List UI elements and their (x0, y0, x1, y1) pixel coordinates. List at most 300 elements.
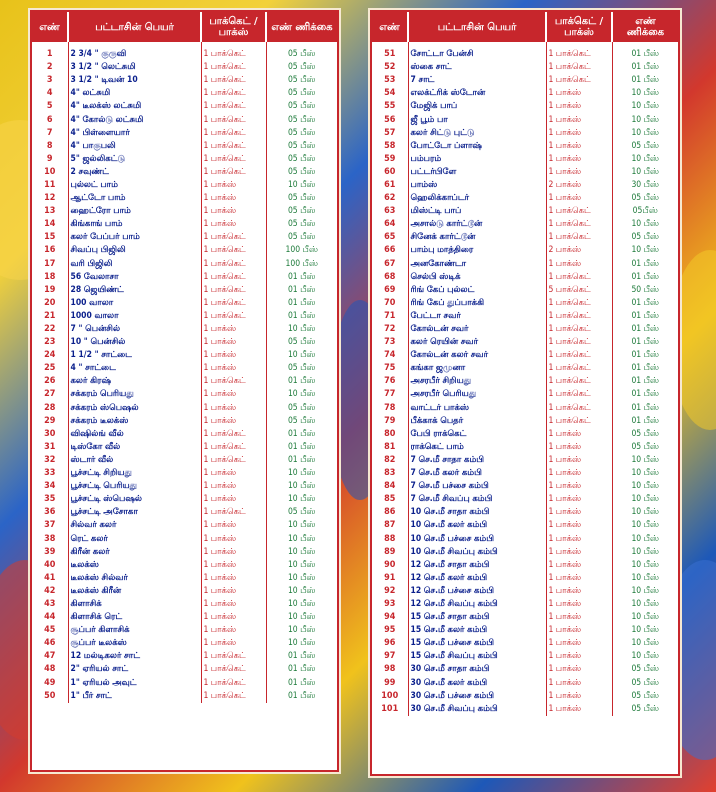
item-pack: 1 பாக்கெட் (546, 271, 612, 284)
item-quantity: 10 பீஸ் (631, 507, 660, 518)
item-quantity: 10 பீஸ் (631, 153, 660, 164)
item-quantity: 01 பீஸ் (631, 389, 660, 400)
table-row (372, 349, 678, 362)
table-row (32, 87, 337, 100)
item-number: 11 (32, 179, 68, 192)
item-number: 49 (32, 677, 68, 690)
item-name: பாம்ஸ் (408, 179, 546, 192)
item-pack: 1 பாக்கெட் (201, 42, 266, 61)
item-pack: 1 பாக்ஸ் (546, 611, 612, 624)
item-quantity: 01 பீஸ் (631, 75, 660, 86)
table-row (32, 192, 337, 205)
item-number: 50 (32, 690, 68, 703)
header-name: பட்டாசின் பெயர் (408, 12, 546, 42)
item-name: கோல்டன் சவர் (408, 323, 546, 336)
item-pack: 1 பாக்கெட் (546, 323, 612, 336)
item-name: 30 செ.மீ பச்சை கம்பி (408, 690, 546, 703)
table-row (372, 61, 678, 74)
item-quantity: 01 பீஸ் (287, 428, 316, 439)
table-row (32, 611, 337, 624)
item-pack: 1 பாக்கெட் (546, 349, 612, 362)
item-number: 54 (372, 87, 408, 100)
item-number: 64 (372, 218, 408, 231)
item-number: 41 (32, 572, 68, 585)
item-number: 84 (372, 480, 408, 493)
item-number: 73 (372, 336, 408, 349)
table-row (372, 559, 678, 572)
item-number: 30 (32, 428, 68, 441)
table-row (372, 454, 678, 467)
item-name: வாட்டர் பாக்ஸ் (408, 402, 546, 415)
item-quantity: 01 பீஸ் (631, 350, 660, 361)
item-number: 1 (32, 42, 68, 61)
item-quantity: 30 பீஸ் (631, 179, 660, 190)
item-pack: 1 பாக்ஸ் (201, 218, 266, 231)
item-name: 12 செ.மீ கலர் கம்பி (408, 572, 546, 585)
item-quantity: 10 பீஸ் (287, 468, 316, 479)
item-quantity: 10 பீஸ் (287, 638, 316, 649)
item-number: 88 (372, 532, 408, 545)
item-pack: 1 பாக்ஸ் (546, 166, 612, 179)
table-row (372, 519, 678, 532)
table-row (32, 690, 337, 703)
item-name: 1" ஏரியல் அவுட் (68, 677, 201, 690)
item-number: 37 (32, 519, 68, 532)
item-pack: 1 பாக்ஸ் (546, 546, 612, 559)
item-name: பீக்காக் பெதர் (408, 415, 546, 428)
item-name: ரிங் கேப் துப்பாக்கி (408, 297, 546, 310)
item-pack: 1 பாக்ஸ் (201, 336, 266, 349)
item-quantity: 10 பீஸ் (631, 219, 660, 230)
item-number: 40 (32, 559, 68, 572)
item-name: கலர் ரெயின் சவர் (408, 336, 546, 349)
item-pack: 1 பாக்கெட் (201, 74, 266, 87)
item-number: 3 (32, 74, 68, 87)
table-row (32, 546, 337, 559)
item-name: போட்டோ ப்ளாஷ் (408, 140, 546, 153)
item-number: 31 (32, 441, 68, 454)
header-pack: பாக்கெட் / பாக்ஸ் (546, 12, 612, 42)
item-name: ஹைட்ரோ பாம் (68, 205, 201, 218)
item-name: 100 வாலா (68, 297, 201, 310)
table-row (372, 690, 678, 703)
item-number: 97 (372, 650, 408, 663)
item-number: 62 (372, 192, 408, 205)
item-quantity: 05 பீஸ் (287, 49, 316, 60)
table-row (372, 153, 678, 166)
item-quantity: 05 பீஸ் (287, 153, 316, 164)
item-number: 82 (372, 454, 408, 467)
item-pack: 1 பாக்ஸ் (201, 532, 266, 545)
table-row (32, 415, 337, 428)
item-name: சக்கரம் பெரியது (68, 388, 201, 401)
item-quantity: 10 பீஸ் (287, 598, 316, 609)
item-quantity: 01 பீஸ் (287, 454, 316, 465)
table-row (372, 480, 678, 493)
table-row (372, 140, 678, 153)
item-pack: 1 பாக்ஸ் (546, 532, 612, 545)
item-quantity: 10 பீஸ் (631, 454, 660, 465)
item-name: அசரபீர் பெரியது (408, 388, 546, 401)
item-quantity: 05 பீஸ் (287, 402, 316, 413)
item-name: ரிங் கேப் புல்லட் (408, 284, 546, 297)
item-name: சக்கரம் ஸ்பெஷல் (68, 402, 201, 415)
item-pack: 1 பாக்கெட் (546, 375, 612, 388)
item-pack: 1 பாக்கெட் (201, 297, 266, 310)
table-header-row (32, 12, 337, 42)
item-quantity: 05 பீஸ் (287, 415, 316, 426)
table-row (372, 284, 678, 297)
item-quantity: 10 பீஸ் (631, 638, 660, 649)
item-name: 2 3/4 " குருவி (68, 42, 201, 61)
item-pack: 1 பாக்ஸ் (201, 480, 266, 493)
item-pack: 1 பாக்ஸ் (546, 140, 612, 153)
item-number: 56 (372, 113, 408, 126)
table-row (372, 218, 678, 231)
item-pack: 1 பாக்கெட் (546, 218, 612, 231)
item-name: மிஸ்ட்டி பாப் (408, 205, 546, 218)
table-row (372, 585, 678, 598)
table-row (372, 271, 678, 284)
item-pack: 1 பாக்ஸ் (201, 572, 266, 585)
item-quantity: 100 பீஸ் (285, 245, 318, 256)
item-pack: 1 பாக்கெட் (546, 362, 612, 375)
item-number: 80 (372, 428, 408, 441)
item-number: 34 (32, 480, 68, 493)
table-row (372, 336, 678, 349)
item-number: 33 (32, 467, 68, 480)
item-name: டீலக்ஸ் சில்வர் (68, 572, 201, 585)
table-row (372, 87, 678, 100)
item-quantity: 01 பீஸ் (631, 271, 660, 282)
item-quantity: 10 பீஸ் (287, 179, 316, 190)
item-number: 79 (372, 415, 408, 428)
item-quantity: 05 பீஸ் (631, 140, 660, 151)
item-quantity: 05 பீஸ் (287, 219, 316, 230)
item-number: 85 (372, 493, 408, 506)
item-number: 52 (372, 61, 408, 74)
item-number: 57 (372, 127, 408, 140)
item-number: 76 (372, 375, 408, 388)
table-row (372, 179, 678, 192)
item-pack: 1 பாக்ஸ் (546, 113, 612, 126)
item-quantity: 05 பீஸ் (287, 140, 316, 151)
item-name: 7 செ.மீ சாதா கம்பி (408, 454, 546, 467)
item-quantity: 10 பீஸ் (631, 598, 660, 609)
item-pack: 1 பாக்கெட் (201, 166, 266, 179)
item-name: 3 1/2 " லெட்சுமி (68, 61, 201, 74)
table-row (372, 375, 678, 388)
item-quantity: 10 பீஸ் (287, 389, 316, 400)
item-quantity: 01 பீஸ் (631, 337, 660, 348)
item-pack: 1 பாக்ஸ் (201, 611, 266, 624)
table-row (372, 506, 678, 519)
item-pack: 1 பாக்ஸ் (546, 467, 612, 480)
table-row (372, 113, 678, 126)
item-quantity: 10 பீஸ் (287, 350, 316, 361)
item-pack: 1 பாக்ஸ் (201, 637, 266, 650)
item-pack: 1 பாக்கெட் (546, 205, 612, 218)
item-quantity: 01 பீஸ் (631, 363, 660, 374)
item-pack: 1 பாக்ஸ் (546, 454, 612, 467)
item-name: பட்டர்பிளே (408, 166, 546, 179)
item-pack: 1 பாக்கெட் (546, 42, 612, 61)
item-pack: 1 பாக்ஸ் (201, 546, 266, 559)
item-name: சிவப்பு பிஜிலி (68, 244, 201, 257)
item-quantity: 50 பீஸ் (631, 284, 660, 295)
item-quantity: 01 பீஸ் (631, 376, 660, 387)
item-number: 92 (372, 585, 408, 598)
table-row (32, 100, 337, 113)
table-row (372, 611, 678, 624)
item-pack: 1 பாக்ஸ் (201, 598, 266, 611)
item-number: 96 (372, 637, 408, 650)
item-number: 71 (372, 310, 408, 323)
item-quantity: 05 பீஸ் (287, 507, 316, 518)
item-pack: 1 பாக்ஸ் (546, 624, 612, 637)
item-name: சில்வர் கலர் (68, 519, 201, 532)
item-pack: 1 பாக்கெட் (201, 663, 266, 676)
item-quantity: 10 பீஸ் (287, 324, 316, 335)
item-quantity: 01 பீஸ் (287, 310, 316, 321)
item-number: 77 (372, 388, 408, 401)
item-name: 7 செ.மீ கலர் கம்பி (408, 467, 546, 480)
item-pack: 1 பாக்ஸ் (201, 559, 266, 572)
item-quantity: 01 பீஸ் (631, 49, 660, 60)
item-pack: 1 பாக்கெட் (201, 87, 266, 100)
item-quantity: 01 பீஸ் (631, 258, 660, 269)
table-row (32, 650, 337, 663)
item-number: 38 (32, 532, 68, 545)
table-body-left (32, 42, 337, 703)
item-name: கிளாசிக் ரெட் (68, 611, 201, 624)
table-row (372, 166, 678, 179)
item-quantity: 01 பீஸ் (631, 297, 660, 308)
table-row (372, 310, 678, 323)
item-name: 4" பிள்ளையார் (68, 127, 201, 140)
header-pack: பாக்கெட் / பாக்ஸ் (201, 12, 266, 42)
table-row (372, 362, 678, 375)
item-pack: 1 பாக்கெட் (201, 61, 266, 74)
item-number: 81 (372, 441, 408, 454)
item-quantity: 10 பீஸ் (631, 481, 660, 492)
header-number: எண் (372, 12, 408, 42)
item-name: பூச்சட்டி பெரியது (68, 480, 201, 493)
item-pack: 1 பாக்கெட் (546, 310, 612, 323)
table-row (32, 153, 337, 166)
item-quantity: 10 பீஸ் (287, 494, 316, 505)
item-number: 27 (32, 388, 68, 401)
item-number: 91 (372, 572, 408, 585)
table-row (32, 375, 337, 388)
item-pack: 1 பாக்கெட் (201, 677, 266, 690)
item-name: 10 செ.மீ பச்சை கம்பி (408, 532, 546, 545)
item-pack: 1 பாக்ஸ் (201, 519, 266, 532)
table-row (372, 192, 678, 205)
item-pack: 1 பாக்ஸ் (546, 506, 612, 519)
table-row (32, 519, 337, 532)
table-row (32, 297, 337, 310)
item-quantity: 05 பீஸ் (631, 664, 660, 675)
item-name: பாம்பு மாத்திரை (408, 244, 546, 257)
item-quantity: 10 பீஸ் (287, 533, 316, 544)
item-name: டீலக்ஸ் கிரீன் (68, 585, 201, 598)
item-pack: 1 பாக்ஸ் (546, 585, 612, 598)
item-number: 20 (32, 297, 68, 310)
item-name: 4" பாகுபலி (68, 140, 201, 153)
item-pack: 1 பாக்கெட் (201, 284, 266, 297)
item-number: 86 (372, 506, 408, 519)
item-number: 9 (32, 153, 68, 166)
item-name: 4 " சாட்டை (68, 362, 201, 375)
item-quantity: 10 பீஸ் (631, 651, 660, 662)
item-name: சூப்பர் டீலக்ஸ் (68, 637, 201, 650)
item-quantity: 05 பீஸ் (287, 166, 316, 177)
table-header-row (372, 12, 678, 42)
item-quantity: 01 பீஸ் (287, 271, 316, 282)
table-row (372, 100, 678, 113)
table-row (372, 546, 678, 559)
item-pack: 1 பாக்கெட் (201, 100, 266, 113)
item-pack: 1 பாக்ஸ் (201, 585, 266, 598)
item-number: 22 (32, 323, 68, 336)
item-number: 67 (372, 258, 408, 271)
item-pack: 1 பாக்ஸ் (201, 493, 266, 506)
item-pack: 2 பாக்ஸ் (546, 244, 612, 257)
item-pack: 1 பாக்கெட் (201, 441, 266, 454)
item-quantity: 05 பீஸ் (287, 114, 316, 125)
table-row (32, 310, 337, 323)
item-quantity: 10 பீஸ் (287, 520, 316, 531)
item-name: வரி பிஜிலி (68, 258, 201, 271)
item-name: ரெட் கலர் (68, 532, 201, 545)
item-quantity: 05 பீஸ் (287, 75, 316, 86)
table-row (32, 42, 337, 61)
item-quantity: 10 பீஸ் (631, 494, 660, 505)
item-name: டிஸ்கோ வீல் (68, 441, 201, 454)
table-row (372, 572, 678, 585)
item-name: கங்கா ஜமுனா (408, 362, 546, 375)
item-number: 4 (32, 87, 68, 100)
table-row (32, 493, 337, 506)
item-name: 4" டீலக்ஸ் லட்சுமி (68, 100, 201, 113)
item-name: 30 செ.மீ சாதா கம்பி (408, 663, 546, 676)
item-pack: 1 பாக்ஸ் (546, 650, 612, 663)
item-quantity: 05 பீஸ் (631, 690, 660, 701)
item-pack: 1 பாக்கெட் (546, 61, 612, 74)
item-number: 43 (32, 598, 68, 611)
table-row (32, 624, 337, 637)
item-name: புல்லட் பாம் (68, 179, 201, 192)
table-row (32, 637, 337, 650)
item-name: 56 வேலாசா (68, 271, 201, 284)
item-number: 10 (32, 166, 68, 179)
table-row (372, 205, 678, 218)
item-quantity: 05 பீஸ் (287, 127, 316, 138)
item-number: 99 (372, 677, 408, 690)
table-row (372, 323, 678, 336)
table-row (372, 428, 678, 441)
item-quantity: 10 பீஸ் (287, 481, 316, 492)
item-name: பேபி ராக்கெட் (408, 428, 546, 441)
table-row (372, 677, 678, 690)
table-row (372, 467, 678, 480)
item-quantity: 10 பீஸ் (287, 625, 316, 636)
item-number: 39 (32, 546, 68, 559)
item-pack: 1 பாக்கெட் (546, 402, 612, 415)
item-number: 53 (372, 74, 408, 87)
item-name: 7 சாட் (408, 74, 546, 87)
item-quantity: 10 பீஸ் (631, 520, 660, 531)
table-row (372, 415, 678, 428)
item-number: 70 (372, 297, 408, 310)
item-number: 19 (32, 284, 68, 297)
item-pack: 1 பாக்ஸ் (546, 703, 612, 716)
item-pack: 1 பாக்கெட் (201, 310, 266, 323)
table-row (32, 480, 337, 493)
item-name: விஷில்ங் வீல் (68, 428, 201, 441)
item-number: 75 (372, 362, 408, 375)
table-row (372, 650, 678, 663)
table-row (32, 454, 337, 467)
item-pack: 1 பாக்ஸ் (546, 153, 612, 166)
item-number: 66 (372, 244, 408, 257)
item-pack: 1 பாக்ஸ் (546, 441, 612, 454)
item-quantity: 10 பீஸ் (631, 585, 660, 596)
table-row (372, 244, 678, 257)
table-row (372, 388, 678, 401)
item-number: 29 (32, 415, 68, 428)
item-number: 93 (372, 598, 408, 611)
item-name: 15 செ.மீ சாதா கம்பி (408, 611, 546, 624)
item-quantity: 01 பீஸ் (287, 677, 316, 688)
table-row (32, 402, 337, 415)
table-row (32, 113, 337, 126)
table-row (372, 663, 678, 676)
item-quantity: 01 பீஸ் (287, 690, 316, 701)
table-row (372, 74, 678, 87)
item-number: 36 (32, 506, 68, 519)
item-name: 12 செ.மீ பச்சை கம்பி (408, 585, 546, 598)
table-row (32, 441, 337, 454)
item-pack: 1 பாக்ஸ் (546, 127, 612, 140)
item-name: 12 செ.மீ சாதா கம்பி (408, 559, 546, 572)
item-pack: 1 பாக்ஸ் (201, 323, 266, 336)
item-quantity: 10 பீஸ் (631, 546, 660, 557)
item-number: 7 (32, 127, 68, 140)
header-qty: எண் ணிக்கை (266, 12, 337, 42)
item-quantity: 10 பீஸ் (631, 245, 660, 256)
item-pack: 1 பாக்ஸ் (546, 192, 612, 205)
item-name: 10 செ.மீ சாதா கம்பி (408, 506, 546, 519)
header-number: எண் (32, 12, 68, 42)
item-number: 61 (372, 179, 408, 192)
header-name: பட்டாசின் பெயர் (68, 12, 201, 42)
item-number: 12 (32, 192, 68, 205)
item-pack: 1 பாக்ஸ் (546, 690, 612, 703)
table-row (32, 428, 337, 441)
table-row (32, 506, 337, 519)
item-quantity: 10 பீஸ் (631, 101, 660, 112)
item-pack: 1 பாக்ஸ் (546, 559, 612, 572)
table-row (372, 231, 678, 244)
item-name: 15 செ.மீ பச்சை கம்பி (408, 637, 546, 650)
item-quantity: 10 பீஸ் (631, 625, 660, 636)
item-number: 90 (372, 559, 408, 572)
item-pack: 2 பாக்ஸ் (546, 179, 612, 192)
item-number: 51 (372, 42, 408, 61)
item-quantity: 01 பீஸ் (631, 324, 660, 335)
